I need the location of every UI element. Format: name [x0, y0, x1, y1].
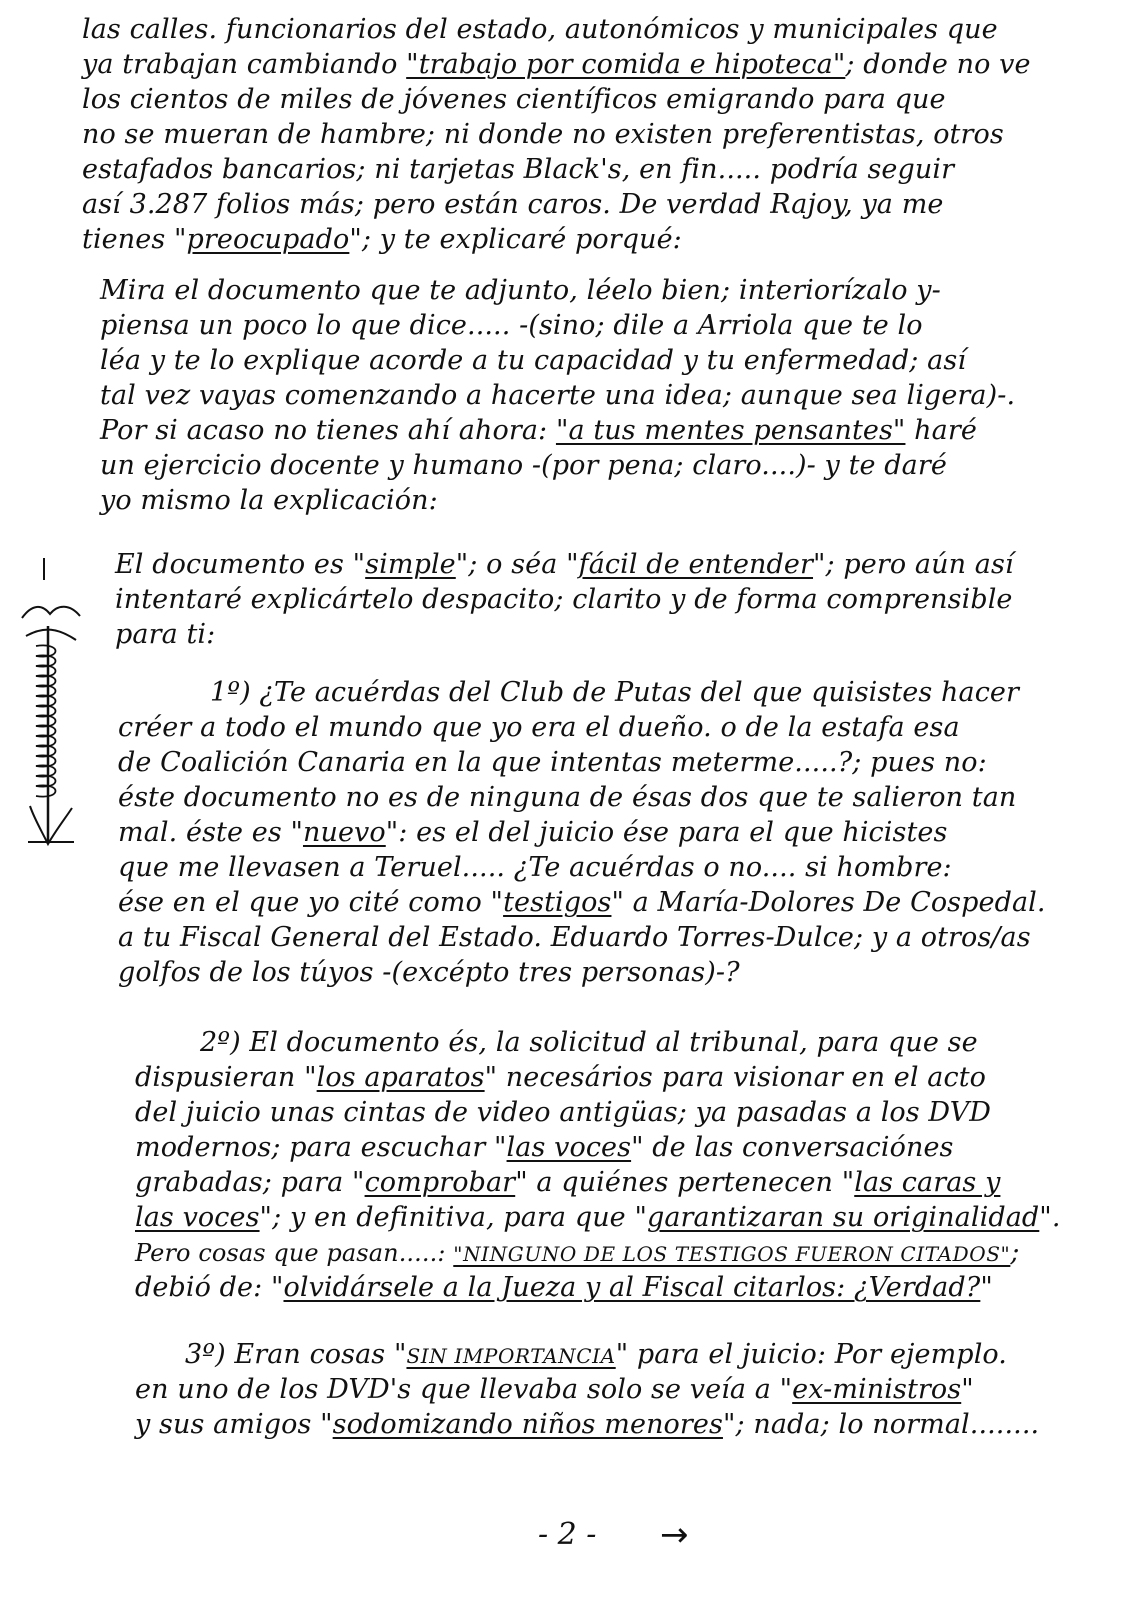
text-line — [118, 851, 952, 885]
text-segment: de Coalición Canaria en la que intentas meterme.....?; pues no: — [118, 747, 987, 778]
text-line — [82, 48, 1031, 82]
text-segment: los cientos de miles de jóvenes científicos emigrando para que — [82, 84, 946, 115]
text-line — [100, 449, 947, 483]
text-segment: del juicio unas cintas de video antigüas; ya pasadas a los DVD — [135, 1097, 992, 1128]
text-line — [100, 344, 966, 378]
underlined-phrase: ex-ministros — [792, 1374, 962, 1405]
text-line — [135, 1131, 954, 1165]
underlined-phrase: olvidársele a la Jueza y al Fiscal citarlos: ¿Verdad? — [283, 1272, 981, 1303]
text-line — [118, 711, 960, 745]
text-segment: para ti: — [115, 619, 216, 650]
text-segment: debió de: " — [135, 1272, 284, 1303]
text-segment: intentaré explicártelo despacito; clarito y de forma comprensible — [115, 584, 1013, 615]
text-segment: Mira el documento que te adjunto, léelo bien; interiorízalo y- — [100, 275, 941, 306]
text-line — [135, 1408, 1039, 1442]
underlined-phrase: las voces — [135, 1202, 260, 1233]
text-segment: 3º) Eran cosas " — [185, 1339, 407, 1370]
text-line — [115, 618, 215, 652]
text-segment: ": es el del juicio ése para el que hicistes — [385, 817, 948, 848]
text-line — [135, 1373, 974, 1407]
text-line — [100, 309, 923, 343]
text-line — [82, 83, 946, 117]
text-line — [82, 223, 682, 257]
text-segment: 1º) ¿Te acuérdas del Club de Putas del que quisistes hacer — [210, 677, 1019, 708]
text-segment: a tu Fiscal General del Estado. Eduardo Torres-Dulce; y a otros/as — [118, 922, 1031, 953]
underlined-phrase: las caras y — [854, 1167, 1001, 1198]
text-line — [135, 1201, 1061, 1235]
underlined-phrase: SIN IMPORTANCIA — [406, 1344, 616, 1368]
text-segment: " — [980, 1272, 993, 1303]
underlined-phrase: los aparatos — [316, 1062, 485, 1093]
text-segment: Por si acaso no tienes ahí ahora: — [100, 415, 556, 446]
text-segment: en uno de los DVD's que llevaba solo se veía a " — [135, 1374, 793, 1405]
text-line — [100, 274, 941, 308]
underlined-phrase: las voces — [506, 1132, 632, 1163]
text-segment: " necesários para visionar en el acto — [484, 1062, 987, 1093]
text-segment: ya trabajan cambiando — [82, 49, 407, 80]
text-segment: tal vez vayas comenzando a hacerte una idea; aunque sea ligera)-. — [100, 380, 1016, 411]
text-segment: ; — [1010, 1237, 1020, 1268]
text-segment: las calles. funcionarios del estado, autonómicos y municipales que — [82, 14, 998, 45]
text-segment: ". — [1039, 1202, 1061, 1233]
text-segment: "; pero aún así — [813, 549, 1014, 580]
text-line — [135, 1271, 993, 1305]
text-line — [118, 781, 1016, 815]
text-segment: mal. éste es " — [118, 817, 303, 848]
text-segment: " a quiénes pertenecen " — [515, 1167, 855, 1198]
underlined-phrase: garantizaran su originalidad — [646, 1202, 1040, 1233]
text-line — [118, 886, 1046, 920]
text-line — [82, 188, 943, 222]
underlined-phrase: "NINGUNO DE LOS TESTIGOS FUERON CITADOS" — [453, 1242, 1011, 1266]
text-segment: dispusieran " — [135, 1062, 317, 1093]
text-line — [82, 153, 954, 187]
underlined-phrase: nuevo — [302, 817, 386, 848]
underlined-phrase: simple — [365, 549, 456, 580]
text-line — [100, 414, 977, 448]
text-line — [82, 13, 998, 47]
text-segment: El documento es " — [115, 549, 366, 580]
underlined-phrase: testigos — [503, 887, 612, 918]
text-line — [135, 1096, 991, 1130]
text-segment: que me llevasen a Teruel..... ¿Te acuérdas o no.... si hombre: — [118, 852, 952, 883]
text-line — [118, 816, 947, 850]
text-line — [210, 676, 1019, 710]
text-line — [82, 118, 1004, 152]
text-segment: así 3.287 folios más; pero están caros. De verdad Rajoy, ya me — [82, 189, 944, 220]
text-segment: " a María-Dolores De Cospedal. — [611, 887, 1046, 918]
text-segment: y sus amigos " — [135, 1409, 333, 1440]
text-segment: léa y te lo explique acorde a tu capacidad y tu enfermedad; así — [100, 345, 967, 376]
continue-arrow-icon: → — [660, 1515, 689, 1555]
text-segment: créer a todo el mundo que yo era el dueño. o de la estafa esa — [118, 712, 960, 743]
text-line — [115, 583, 1013, 617]
text-segment: "; y te explicaré porqué: — [349, 224, 682, 255]
underlined-phrase: fácil de entender — [578, 549, 814, 580]
text-segment: "; o séa " — [455, 549, 579, 580]
text-segment: Pero cosas que pasan.....: — [135, 1239, 454, 1267]
text-line — [118, 956, 740, 990]
text-segment: haré — [905, 415, 977, 446]
underlined-phrase: preocupado — [186, 224, 350, 255]
text-line — [115, 548, 1014, 582]
underlined-phrase: "trabajo por comida e hipoteca" — [406, 49, 846, 80]
text-line — [100, 379, 1015, 413]
text-line — [118, 746, 987, 780]
text-segment: modernos; para escuchar " — [135, 1132, 507, 1163]
text-segment: grabadas; para " — [135, 1167, 365, 1198]
text-segment: tienes " — [82, 224, 187, 255]
text-segment: estafados bancarios; ni tarjetas Black's, en fin..... podría seguir — [82, 154, 955, 185]
text-segment: 2º) El documento és, la solicitud al tribunal, para que se — [200, 1027, 978, 1058]
text-line — [100, 484, 438, 518]
text-segment: piensa un poco lo que dice..... -(sino; dile a Arriola que te lo — [100, 310, 923, 341]
text-segment: un ejercicio docente y humano -(por pena; claro....)- y te daré — [100, 450, 947, 481]
underlined-phrase: sodomizando niños menores — [332, 1409, 723, 1440]
text-line — [118, 921, 1031, 955]
text-segment: ; donde no ve — [845, 49, 1031, 80]
text-segment: " de las conversaciónes — [631, 1132, 954, 1163]
text-line — [135, 1236, 1020, 1271]
underlined-phrase: "a tus mentes pensantes" — [555, 415, 906, 446]
text-segment: golfos de los túyos -(excépto tres personas)-? — [118, 957, 740, 988]
text-segment: éste documento no es de ninguna de ésas dos que te salieron tan — [118, 782, 1017, 813]
text-line — [185, 1338, 1007, 1373]
text-line — [135, 1061, 986, 1095]
text-segment: " — [961, 1374, 974, 1405]
text-segment: " para el juicio: Por ejemplo. — [615, 1339, 1007, 1370]
text-segment: no se mueran de hambre; ni donde no existen preferentistas, otros — [82, 119, 1004, 150]
text-segment: "; nada; lo normal........ — [722, 1409, 1040, 1440]
text-segment: yo mismo la explicación: — [100, 485, 438, 516]
underlined-phrase: comprobar — [364, 1167, 516, 1198]
text-segment: ése en el que yo cité como " — [118, 887, 504, 918]
text-segment: "; y en definitiva, para que " — [259, 1202, 647, 1233]
text-line — [200, 1026, 978, 1060]
handwritten-signature — [14, 556, 86, 856]
page-number: - 2 - — [538, 1517, 597, 1552]
text-line — [135, 1166, 1000, 1200]
